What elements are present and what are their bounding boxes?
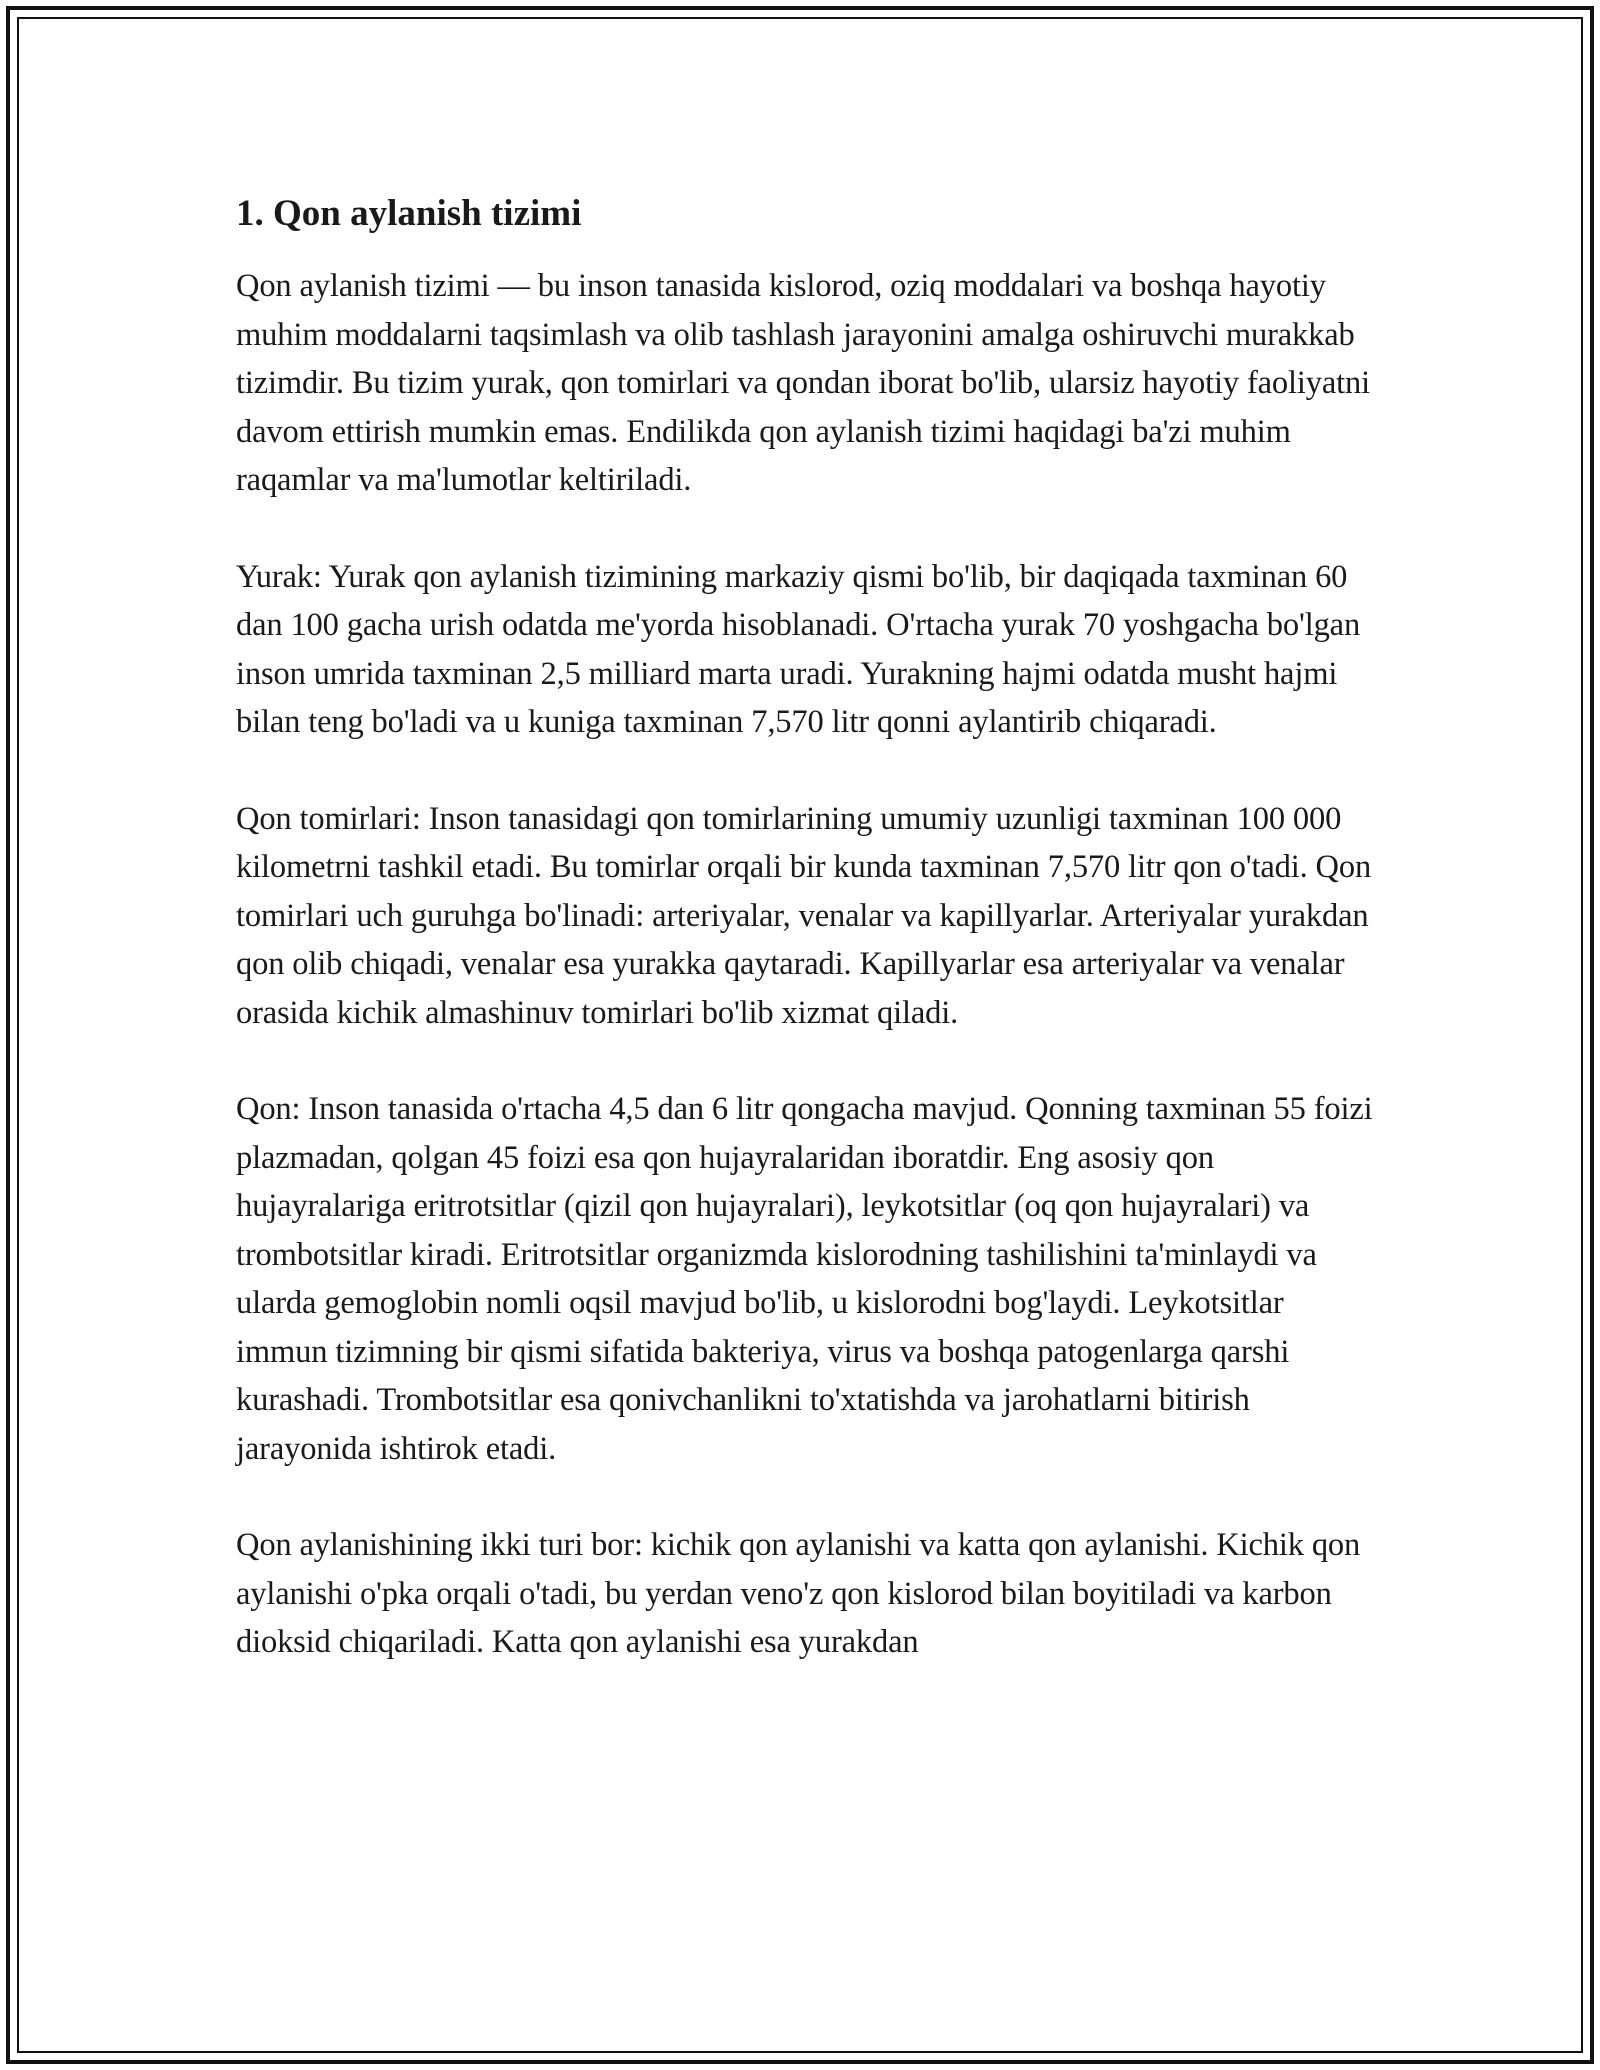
paragraph-intro: Qon aylanish tizimi — bu inson tanasida kislorod, oziq moddalari va boshqa hayotiy muhim moddalarni taqsimlash va olib tashlash jarayonini amalga oshiruvchi murakkab tizimdir. Bu tizim yurak, qon tomirlari va qondan iborat bo'lib, ularsiz hayotiy faoliyatni davom ettirish mumkin emas. Endilikda qon aylanish tizimi haqidagi ba'zi muhim raqamlar va ma'lumotlar keltiriladi.	[236, 268, 1370, 498]
paragraph-blood-vessels: Qon tomirlari: Inson tanasidagi qon tomirlarining umumiy uzunligi taxminan 100 000 kilometrni tashkil etadi. Bu tomirlar orqali bir kunda taxminan 7,570 litr qon o'tadi. Qon tomirlari uch guruhga bo'linadi: arteriyalar, venalar va kapillyarlar. Arteriyalar yurakdan qon olib chiqadi, venalar esa yurakka qaytaradi. Kapillyarlar esa arteriyalar va venalar orasida kichik almashinuv tomirlari bo'lib xizmat qiladi.	[236, 800, 1372, 1031]
paragraph-blood: Qon: Inson tanasida o'rtacha 4,5 dan 6 litr qongacha mavjud. Qonning taxminan 55 foizi plazmadan, qolgan 45 foizi esa qon hujayralaridan iboratdir. Eng asosiy qon hujayralariga eritrotsitlar (qizil qon hujayralari), leykotsitlar (oq qon hujayralari) va trombotsitlar kiradi. Eritrotsitlar organizmda kislorodning tashilishini ta'minlaydi va ularda gemoglobin nomli oqsil mavjud bo'lib, u kislorodni bog'laydi. Leykotsitlar immun tizimning bir qismi sifatida bakteriya, virus va boshqa patogenlarga qarshi kurashadi. Trombotsitlar esa qonivchanlikni to'xtatishda va jarohatlarni bitirish jarayonida ishtirok etadi.	[236, 1091, 1373, 1467]
paragraph-heart: Yurak: Yurak qon aylanish tizimining markaziy qismi bo'lib, bir daqiqada taxminan 60 dan 100 gacha urish odatda me'yorda hisoblanadi. O'rtacha yurak 70 yoshgacha bo'lgan inson umrida taxminan 2,5 milliard marta uradi. Yurakning hajmi odatda musht hajmi bilan teng bo'ladi va u kuniga taxminan 7,570 litr qonni aylantirib chiqaradi.	[236, 558, 1361, 740]
paragraph-circulation-types: Qon aylanishining ikki turi bor: kichik qon aylanishi va katta qon aylanishi. Kichik qon aylanishi o'pka orqali o'tadi, bu yerdan veno'z qon kislorod bilan boyitiladi va karbon dioksid chiqariladi. Katta qon aylanishi esa yurakdan	[236, 1527, 1361, 1660]
document-body	[236, 188, 1376, 1715]
section-heading: 1. Qon aylanish tizimi	[236, 193, 582, 234]
